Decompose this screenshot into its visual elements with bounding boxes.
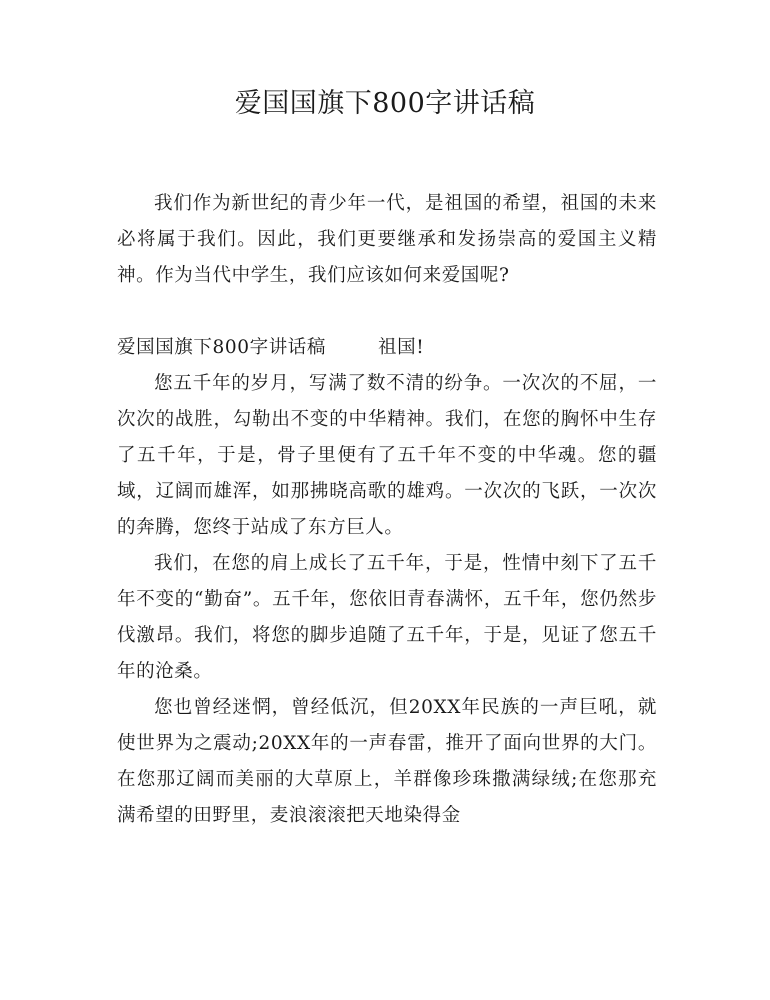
subheading-salutation: 祖国!	[378, 337, 425, 358]
body-paragraph-2: 我们，在您的肩上成长了五千年，于是，性情中刻下了五千年不变的“勤奋”。五千年，您依旧青春满怀，五千年，您仍然步伐激昂。我们，将您的脚步追随了五千年，于是，见证了您五千年的沧桑。	[117, 553, 657, 682]
body-paragraph-1: 您五千年的岁月，写满了数不清的纷争。一次次的不屈，一次次的战胜，勾勒出不变的中华精神。我们，在您的胸怀中生存了五千年，于是，骨子里便有了五千年不变的中华魂。您的疆域，辽阔而雄浑，如那拂晓高歌的雄鸡。一次次的飞跃，一次次的奔腾，您终于站成了东方巨人。	[117, 373, 657, 538]
body-paragraph-3: 您也曾经迷惘，曾经低沉，但20XX年民族的一声巨吼，就使世界为之震动;20XX年的一声春雷，推开了面向世界的大门。在您那辽阔而美丽的大草原上，羊群像珍珠撒满绿绒;在您那充满希望的田野里，麦浪滚滚把天地染得金	[117, 697, 657, 826]
subheading-title: 爱国国旗下800字讲话稿	[117, 337, 327, 358]
document-body	[117, 186, 657, 834]
subheading-line	[117, 330, 657, 366]
intro-paragraph: 我们作为新世纪的青少年一代，是祖国的希望，祖国的未来必将属于我们。因此，我们更要继承和发扬崇高的爱国主义精神。作为当代中学生，我们应该如何来爱国呢?	[117, 193, 657, 286]
document-title: 爱国国旗下800字讲话稿	[234, 88, 536, 119]
